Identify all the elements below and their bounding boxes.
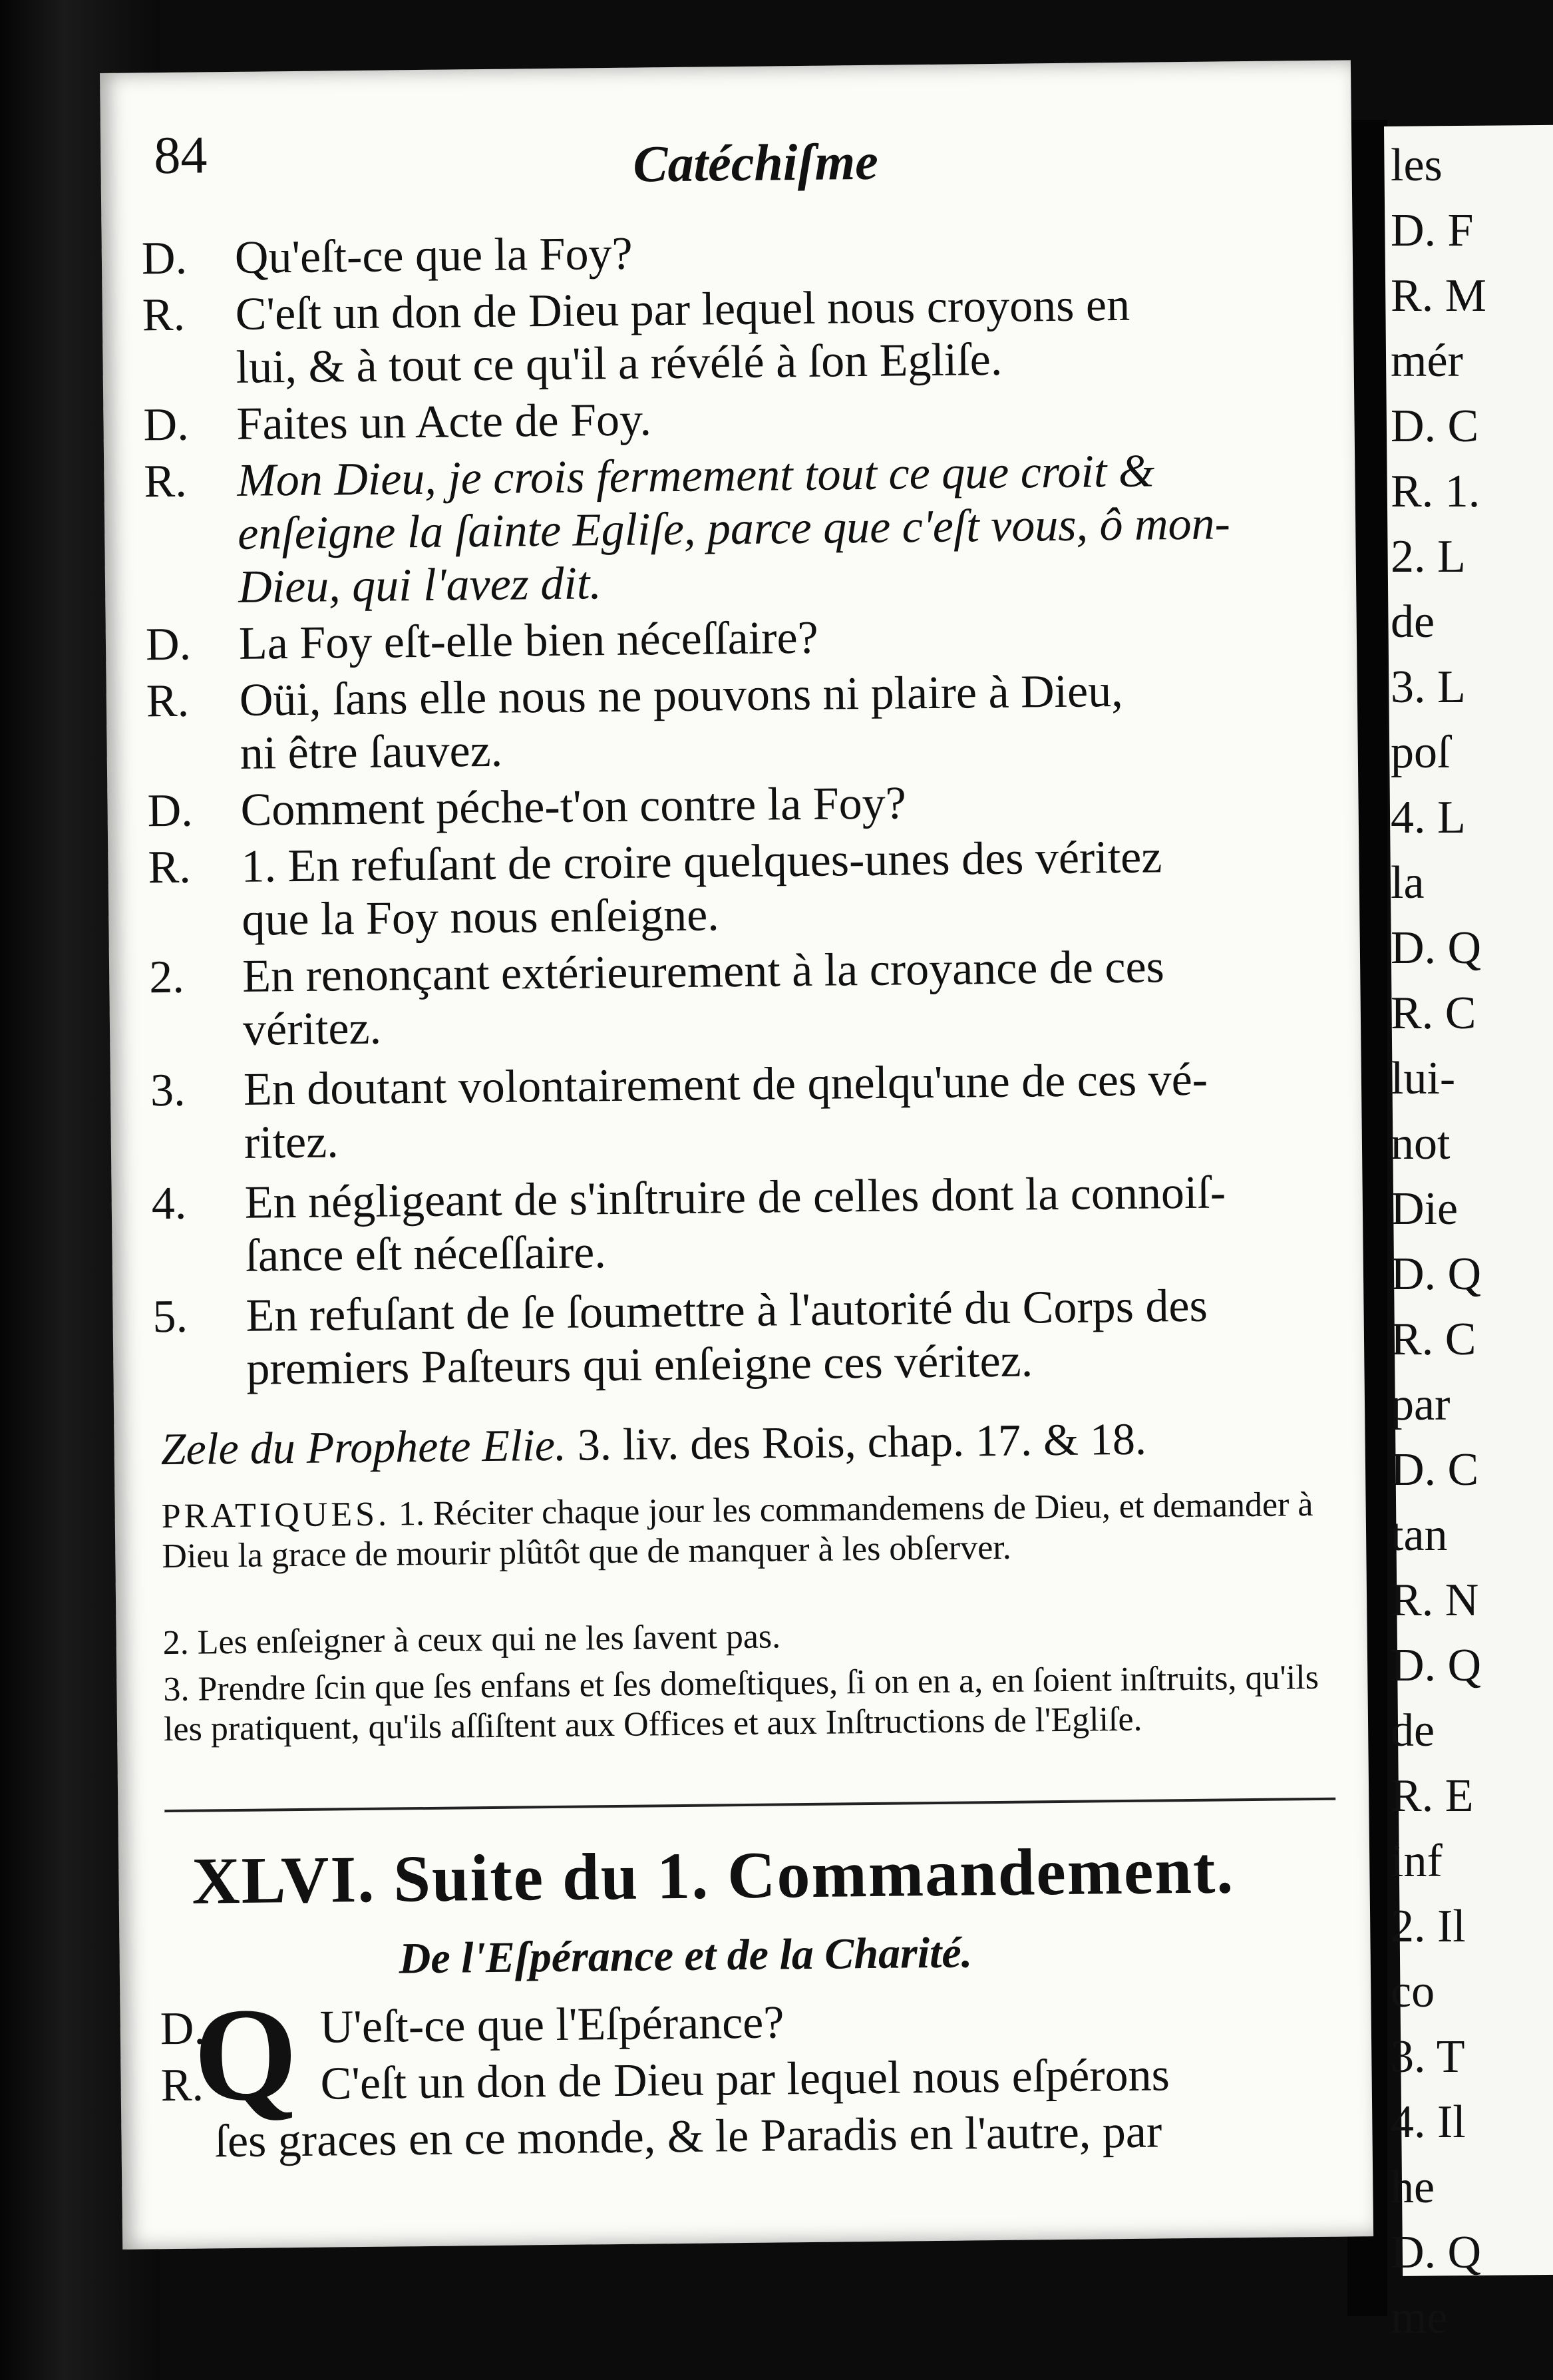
- entry-line: que la Foy nous enſeigne.: [241, 889, 720, 946]
- entry-label: R.: [144, 455, 188, 508]
- fragment: R. C: [1391, 988, 1476, 1039]
- pratiques-item-3: 3. Prendre ſcin que ſes enfans et ſes domeſtiques, ſi on en a, en ſoient inſtruits, qu'ils les pratiquent, qu'ils aſſiſtent aux Offices et aux Inſtructions de l'Egliſe.: [163, 1658, 1319, 1749]
- qa-entry: [160, 1991, 1331, 2056]
- entry-label: D.: [147, 785, 194, 837]
- entry-line: Comment péche-t'on contre la Foy?: [240, 777, 907, 836]
- zele-reference: [160, 1412, 1339, 1475]
- fragment: mér: [1391, 335, 1463, 387]
- qa-entry: [146, 663, 1318, 781]
- fragment: R. M: [1391, 270, 1486, 321]
- zele-title: Zele du Prophete Elie.: [160, 1419, 567, 1475]
- fragment: 3. L: [1391, 662, 1466, 713]
- fragment: poſ: [1391, 727, 1451, 778]
- qa-entry: [142, 220, 1313, 286]
- qa-entry: [151, 1165, 1323, 1284]
- entry-label: 2.: [148, 951, 185, 1004]
- fragment: les: [1391, 140, 1443, 191]
- fragment: la: [1391, 857, 1425, 908]
- qa-entry: [146, 606, 1317, 672]
- fragment: de: [1391, 1705, 1435, 1756]
- fragment: par: [1391, 1379, 1451, 1430]
- fragment: Die: [1391, 1183, 1459, 1235]
- entry-line: En renonçant extérieurement à la croyance de ces: [242, 941, 1165, 1002]
- entry-label: R.: [142, 289, 186, 341]
- entry-line: 1. En refuſant de croire quelques-unes des véritez: [241, 831, 1162, 892]
- fragment: D. F: [1391, 205, 1474, 256]
- entry-label: D.: [143, 399, 190, 451]
- entry-line: Faites un Acte de Foy.: [236, 394, 652, 450]
- entry-line: Dieu, qui l'avez dit.: [238, 558, 602, 613]
- fragment: D. Q: [1391, 2227, 1482, 2278]
- fragment: D. Q: [1391, 922, 1482, 974]
- entry-label: 5.: [152, 1290, 188, 1343]
- fragment: 3. T: [1391, 2031, 1465, 2082]
- entry-label: D.: [141, 232, 188, 285]
- fragment: R. C: [1391, 1314, 1476, 1365]
- qa-entry: [148, 829, 1320, 948]
- left-page: [100, 60, 1373, 2250]
- entry-line: ritez.: [244, 1116, 339, 1169]
- entry-line: véritez.: [242, 1002, 382, 1056]
- qa-entry: [161, 2104, 1333, 2169]
- section-heading: XLVI. Suite du 1. Commandement.: [191, 1833, 1235, 1918]
- pratiques-text: 1. Réciter chaque jour les commandemens de Dieu, et demander à Dieu la grace de mourir plûtôt que de manquer à les obſerver.: [162, 1486, 1313, 1576]
- fragment: inf: [1391, 1836, 1443, 1887]
- entry-line: premiers Paſteurs qui enſeigne ces véritez.: [246, 1335, 1033, 1395]
- pratiques-item-2: 2. Les enſeigner à ceux qui ne les ſavent pas.: [162, 1617, 781, 1663]
- fragment: de: [1391, 596, 1435, 648]
- qa-entry: [143, 387, 1315, 452]
- entry-line: ſes graces en ce monde, & le Paradis en l'autre, par: [214, 2106, 1162, 2168]
- fragment: 2. L: [1391, 531, 1466, 582]
- qa-entry: [150, 1052, 1323, 1171]
- qa-entry: [142, 277, 1314, 395]
- fragment: lui-: [1391, 1053, 1456, 1104]
- fragment: tan: [1391, 1509, 1448, 1561]
- entry-label: R.: [146, 675, 190, 727]
- qa-entry: [160, 2047, 1332, 2112]
- section-subheading: De l'Eſpérance et de la Charité.: [399, 1928, 973, 1983]
- fragment: not: [1391, 1118, 1451, 1169]
- entry-line: En refuſant de ſe ſoumettre à l'autorité du Corps des: [246, 1280, 1208, 1342]
- entry-line: Qu'eſt-ce que la Foy?: [234, 228, 633, 284]
- fragment: me: [1391, 2292, 1448, 2343]
- entry-line: Mon Dieu, je crois fermement tout ce que croit &: [237, 445, 1155, 506]
- qa-entry: [152, 1279, 1325, 1397]
- entry-line: En doutant volontairement de qnelqu'une de ces vé-: [243, 1054, 1208, 1115]
- fragment: R. 1.: [1391, 466, 1480, 517]
- entry-label: R.: [148, 841, 192, 894]
- page-number: 84: [153, 126, 208, 186]
- section-rule: [164, 1798, 1335, 1812]
- fragment: D. C: [1391, 1444, 1479, 1495]
- entry-line: U'eſt-ce que l'Eſpérance?: [319, 1997, 784, 2053]
- fragment: D. Q: [1391, 1249, 1482, 1300]
- entry-line: ſance eſt néceſſaire.: [245, 1227, 607, 1282]
- fragment: 4. Il: [1391, 2096, 1466, 2148]
- pratiques-item-1: [161, 1485, 1339, 1577]
- entry-line: enſeigne la ſainte Egliſe, parce que c'eſt vous, ô mon-: [237, 498, 1231, 560]
- fragment: co: [1391, 1966, 1435, 2017]
- entry-line: La Foy eſt-elle bien néceſſaire?: [238, 612, 819, 670]
- fragment: he: [1391, 2162, 1435, 2213]
- right-page-fragments: [1391, 133, 1486, 2351]
- running-head: Catéchiſme: [633, 132, 879, 193]
- entry-label: 3.: [150, 1064, 186, 1117]
- fragment: D. C: [1391, 401, 1479, 452]
- fragment: 4. L: [1391, 792, 1466, 843]
- entry-line: ni être ſauvez.: [240, 725, 503, 779]
- zele-ref: 3. liv. des Rois, chap. 17. & 18.: [577, 1413, 1147, 1470]
- entry-label: 4.: [151, 1177, 187, 1230]
- qa-entry: [149, 939, 1321, 1058]
- entry-line: En négligeant de s'inſtruire de celles dont la connoiſ-: [244, 1167, 1226, 1229]
- fragment: R. E: [1391, 1770, 1474, 1822]
- fragment: 2. Il: [1391, 1901, 1466, 1952]
- entry-label: R.: [160, 2059, 204, 2112]
- qa-entry: [147, 773, 1319, 838]
- fragment: R. N: [1391, 1575, 1479, 1626]
- entry-line: C'eſt un don de Dieu par lequel nous croyons en: [235, 279, 1130, 340]
- pratiques-heading: PRATIQUES.: [161, 1495, 391, 1536]
- drop-cap: Q: [193, 1981, 298, 2129]
- entry-label: D.: [145, 618, 192, 671]
- entry-line: lui, & à tout ce qu'il a révélé à ſon Egliſe.: [236, 333, 1003, 393]
- entry-line: C'eſt un don de Dieu par lequel nous eſpérons: [320, 2049, 1170, 2110]
- entry-line: Oüi, ſans elle nous ne pouvons ni plaire à Dieu,: [239, 665, 1123, 726]
- qa-entry: [144, 443, 1316, 615]
- fragment: D. Q: [1391, 1640, 1482, 1691]
- entry-label: D.: [160, 2003, 206, 2055]
